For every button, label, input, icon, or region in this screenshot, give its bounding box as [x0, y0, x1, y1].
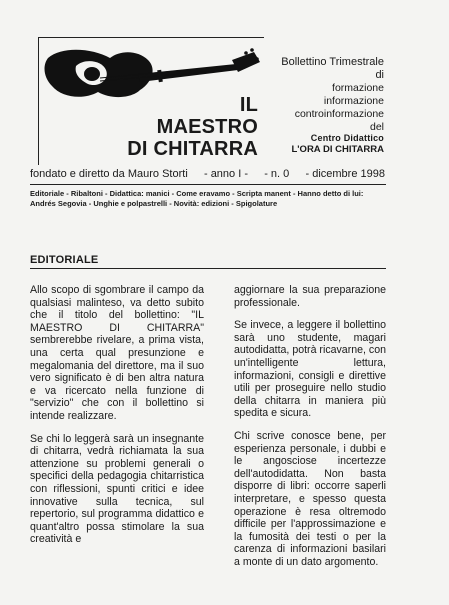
tag-item: controinformazione [294, 108, 384, 120]
title-line-1: IL [239, 94, 258, 116]
tag-item: informazione [323, 95, 384, 107]
issue-number: - n. 0 [264, 168, 290, 180]
divider [30, 184, 386, 185]
credits-line [30, 168, 385, 180]
tag-item: del [369, 121, 384, 133]
guitar-logo-icon [40, 40, 270, 120]
tagline: Bollettino Trimestrale di [281, 56, 384, 81]
section-heading: EDITORIALE [30, 254, 99, 266]
centro-didattico [268, 132, 384, 156]
paragraph: Allo scopo di sgombrare il campo da qualsiasi malinteso, va detto subito che il titolo del bollettino: "IL MAESTRO DI CHITARRA" sembrerebbe rivelare, a prima vista, una certa qual presunzione e megalomania del direttore, ma il suo vero significato è di ben altra natura e va ricercato nella funzione di "servizio" che con il bollettino si intende realizzare. [30, 284, 204, 422]
paragraph: aggiornare la sua preparazione professionale. [234, 284, 386, 309]
article-column-left [30, 284, 204, 556]
paragraph: Se invece, a leggere il bollettino sarà uno studente, magari autodidatta, potrà ricavarne, con un'intelligente lettura, informazioni, consigli e direttive utili per proseguire nello studio della chitarra in maniera più spedita e sicura. [234, 319, 386, 420]
title-line-3: DI CHITARRA [127, 138, 258, 160]
founded-by: fondato e diretto da Mauro Storti [30, 168, 188, 180]
centro-line-1: Centro Didattico [310, 133, 384, 143]
title-line-2: MAESTRO [156, 116, 258, 138]
divider [30, 268, 386, 269]
centro-line-2: L'ORA DI CHITARRA [291, 144, 384, 155]
year: - anno I - [203, 168, 248, 180]
paragraph: Chi scrive conosce bene, per esperienza personale, i dubbi e le angosciose incertezze dell'autodidatta. Non basta disporre di libri: occorre saperli interpretare, e spesso questa operazione è resa oltremodo difficile per l'approssimazione e la fumosità dei testi o per la carenza di informazioni basilari a monte di un dato argomento. [234, 429, 386, 568]
rubrics-list: Editoriale - Ribaltoni - Didattica: manici - Come eravamo - Scripta manent - Hanno detto di lui: Andrés Segovia - Unghie e polpastrelli - Novità: edizioni - Spigolature [30, 189, 364, 208]
tag-item: formazione [332, 82, 384, 94]
paragraph: Se chi lo leggerà sarà un insegnante di chitarra, vedrà richiamata la sua attenzione su problemi generali o specifici della pedagogia chitarristica con riflessioni, spunti critici e idee innovative sulla tecnica, sul repertorio, sul programma didattico e quant'altro possa stimolare la sua creatività e [30, 432, 204, 546]
article-column-right [234, 284, 386, 578]
issue-date: - dicembre 1998 [305, 168, 385, 180]
tagline-block [270, 56, 384, 134]
